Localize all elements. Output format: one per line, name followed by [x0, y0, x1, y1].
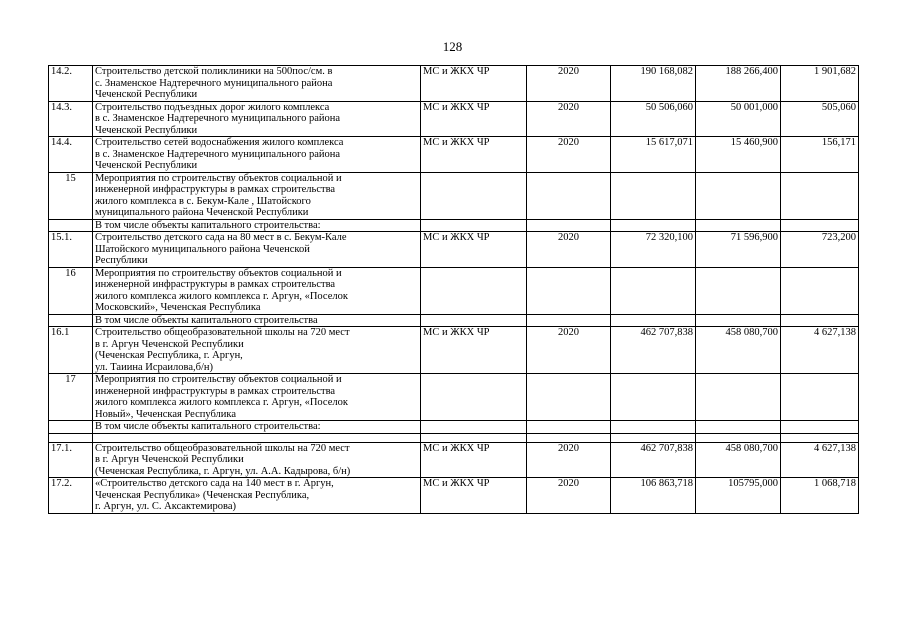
row-year: 2020 — [527, 137, 611, 173]
table-row — [49, 314, 859, 327]
row-federal: 50 001,000 — [696, 101, 781, 137]
row-name: Строительство общеобразовательной школы на 720 мест в г. Аргун Чеченской Республики (Чеченская Республика, г. Аргун, ул. А.А. Кадырова, б/н) — [93, 442, 421, 478]
row-total — [611, 267, 696, 314]
row-federal — [696, 172, 781, 219]
row-year: 2020 — [527, 478, 611, 514]
table-row — [49, 172, 859, 219]
row-executor — [421, 421, 527, 434]
table-row — [49, 66, 859, 102]
spacer-cell — [696, 433, 781, 442]
row-regional — [781, 374, 859, 421]
row-number: 17.2. — [49, 478, 93, 514]
row-number: 14.3. — [49, 101, 93, 137]
spacer-cell — [611, 433, 696, 442]
row-regional — [781, 172, 859, 219]
row-executor: МС и ЖКХ ЧР — [421, 101, 527, 137]
row-federal: 458 080,700 — [696, 327, 781, 374]
table-row — [49, 421, 859, 434]
table-spacer-row — [49, 433, 859, 442]
row-number: 14.4. — [49, 137, 93, 173]
row-executor: МС и ЖКХ ЧР — [421, 232, 527, 268]
row-total — [611, 219, 696, 232]
row-number — [49, 421, 93, 434]
table-row — [49, 374, 859, 421]
row-federal: 15 460,900 — [696, 137, 781, 173]
row-regional: 505,060 — [781, 101, 859, 137]
row-executor: МС и ЖКХ ЧР — [421, 137, 527, 173]
row-name: Строительство сетей водоснабжения жилого комплекса в с. Знаменское Надтеречного муниципального района Чеченской Республики — [93, 137, 421, 173]
table-row — [49, 137, 859, 173]
row-year — [527, 374, 611, 421]
row-regional — [781, 267, 859, 314]
row-regional — [781, 421, 859, 434]
row-executor: МС и ЖКХ ЧР — [421, 327, 527, 374]
row-federal — [696, 374, 781, 421]
row-year: 2020 — [527, 66, 611, 102]
row-executor — [421, 374, 527, 421]
row-total: 462 707,838 — [611, 327, 696, 374]
table-row — [49, 327, 859, 374]
row-name: В том числе объекты капитального строительства: — [93, 219, 421, 232]
row-year: 2020 — [527, 327, 611, 374]
row-federal: 71 596,900 — [696, 232, 781, 268]
row-number: 16 — [49, 267, 93, 314]
table-row — [49, 232, 859, 268]
row-name: Мероприятия по строительству объектов социальной и инженерной инфраструктуры в рамках строительства жилого комплекса в с. Бекум-Кале , Шатойского муниципального района Чеченской Республики — [93, 172, 421, 219]
row-regional: 1 068,718 — [781, 478, 859, 514]
row-year: 2020 — [527, 101, 611, 137]
table-row — [49, 267, 859, 314]
row-total — [611, 421, 696, 434]
row-number: 15.1. — [49, 232, 93, 268]
row-number: 14.2. — [49, 66, 93, 102]
spacer-cell — [527, 433, 611, 442]
row-year — [527, 314, 611, 327]
table-row — [49, 219, 859, 232]
row-number — [49, 219, 93, 232]
row-number: 15 — [49, 172, 93, 219]
row-federal — [696, 421, 781, 434]
row-number: 16.1 — [49, 327, 93, 374]
row-year — [527, 421, 611, 434]
budget-table — [48, 65, 859, 514]
row-federal — [696, 267, 781, 314]
row-number: 17 — [49, 374, 93, 421]
row-name: В том числе объекты капитального строительства: — [93, 421, 421, 434]
row-name: «Строительство детского сада на 140 мест в г. Аргун, Чеченская Республика» (Чеченская Республика, г. Аргун, ул. С. Аксактемирова) — [93, 478, 421, 514]
row-total — [611, 314, 696, 327]
row-executor: МС и ЖКХ ЧР — [421, 478, 527, 514]
table-row — [49, 442, 859, 478]
row-name: Строительство подъездных дорог жилого комплекса в с. Знаменское Надтеречного муниципального района Чеченской Республики — [93, 101, 421, 137]
row-executor — [421, 172, 527, 219]
spacer-cell — [93, 433, 421, 442]
row-total — [611, 374, 696, 421]
row-executor: МС и ЖКХ ЧР — [421, 66, 527, 102]
row-executor — [421, 267, 527, 314]
row-year: 2020 — [527, 232, 611, 268]
table-row — [49, 101, 859, 137]
row-executor — [421, 219, 527, 232]
row-name: В том числе объекты капитального строительства — [93, 314, 421, 327]
row-number — [49, 314, 93, 327]
row-name: Строительство общеобразовательной школы на 720 мест в г. Аргун Чеченской Республики (Чеченская Республика, г. Аргун, ул. Таиина Исраилова,б/н) — [93, 327, 421, 374]
row-name: Мероприятия по строительству объектов социальной и инженерной инфраструктуры в рамках строительства жилого комплекса жилого комплекса г. Аргун, «Поселок Московский», Чеченская Республика — [93, 267, 421, 314]
row-year — [527, 219, 611, 232]
row-federal: 105795,000 — [696, 478, 781, 514]
row-federal — [696, 314, 781, 327]
row-total: 15 617,071 — [611, 137, 696, 173]
row-total — [611, 172, 696, 219]
row-federal: 188 266,400 — [696, 66, 781, 102]
row-total: 462 707,838 — [611, 442, 696, 478]
row-number: 17.1. — [49, 442, 93, 478]
spacer-cell — [49, 433, 93, 442]
row-regional: 4 627,138 — [781, 327, 859, 374]
row-name: Строительство детской поликлиники на 500пос/см. в с. Знаменское Надтеречного муниципального района Чеченской Республики — [93, 66, 421, 102]
row-federal — [696, 219, 781, 232]
row-regional: 156,171 — [781, 137, 859, 173]
row-total: 50 506,060 — [611, 101, 696, 137]
row-federal: 458 080,700 — [696, 442, 781, 478]
row-year — [527, 267, 611, 314]
row-total: 72 320,100 — [611, 232, 696, 268]
row-year: 2020 — [527, 442, 611, 478]
row-name: Строительство детского сада на 80 мест в с. Бекум-Кале Шатойского муниципального района Чеченской Республики — [93, 232, 421, 268]
row-regional — [781, 314, 859, 327]
row-regional: 4 627,138 — [781, 442, 859, 478]
table-row — [49, 478, 859, 514]
row-year — [527, 172, 611, 219]
row-executor: МС и ЖКХ ЧР — [421, 442, 527, 478]
spacer-cell — [781, 433, 859, 442]
row-regional — [781, 219, 859, 232]
row-total: 106 863,718 — [611, 478, 696, 514]
row-executor — [421, 314, 527, 327]
row-regional: 723,200 — [781, 232, 859, 268]
page-number: 128 — [442, 39, 463, 54]
row-total: 190 168,082 — [611, 66, 696, 102]
row-name: Мероприятия по строительству объектов социальной и инженерной инфраструктуры в рамках строительства жилого комплекса жилого комплекса г. Аргун, «Поселок Новый», Чеченская Республика — [93, 374, 421, 421]
row-regional: 1 901,682 — [781, 66, 859, 102]
spacer-cell — [421, 433, 527, 442]
